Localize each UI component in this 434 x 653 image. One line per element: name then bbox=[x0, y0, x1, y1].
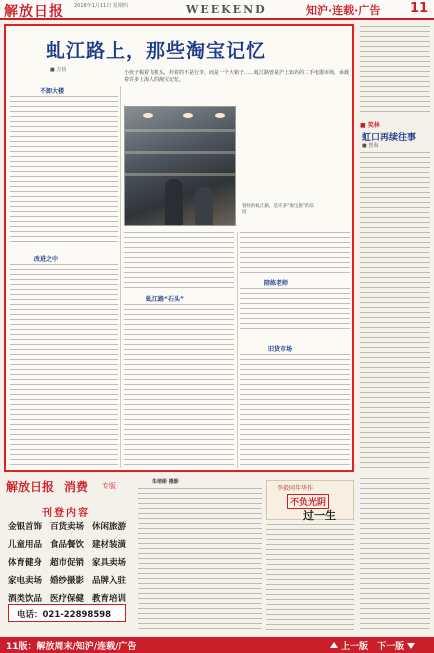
ad-logo: 解放日报 bbox=[6, 480, 55, 494]
ad-category: 百货卖场 bbox=[49, 522, 84, 532]
weekend-label: WEEKEND bbox=[186, 3, 267, 16]
article-byline: ■ 方钧 bbox=[50, 67, 67, 73]
ad-category: 建材装潢 bbox=[91, 540, 126, 550]
lower-article-text-3 bbox=[360, 478, 430, 632]
article-column-2a bbox=[124, 232, 234, 290]
subhead-4: 陪练老师 bbox=[264, 280, 289, 287]
article-column-2b bbox=[124, 304, 234, 466]
ad-category-grid bbox=[8, 520, 126, 610]
next-page-link[interactable]: 下一版 bbox=[377, 642, 415, 652]
article-highlight-frame[interactable] bbox=[4, 24, 354, 472]
feature-banner[interactable] bbox=[266, 480, 354, 520]
article-column-3c bbox=[240, 354, 350, 466]
sidebar-body-text bbox=[360, 152, 430, 472]
article-column-1a bbox=[10, 96, 118, 246]
ad-category: 婚纱摄影 bbox=[49, 576, 84, 586]
ad-category: 家电卖场 bbox=[8, 576, 43, 586]
ad-row bbox=[8, 556, 126, 568]
ad-category: 品牌入驻 bbox=[91, 576, 126, 586]
lower-article-text-1 bbox=[138, 488, 262, 632]
ad-logo-suffix: 消费 bbox=[64, 480, 89, 494]
photo-caption: 曾经的虬江路，是许多“淘宝族”的乐园 bbox=[242, 204, 315, 215]
banner-top-text: 李毅同年华作 bbox=[277, 485, 314, 492]
subhead-1: 不卸大楼 bbox=[40, 88, 65, 95]
masthead bbox=[0, 0, 434, 20]
section-title: 知沪·连载·广告 bbox=[306, 4, 381, 17]
ad-title: 刊登内容 bbox=[42, 508, 90, 519]
subhead-2: 虬江路“石头” bbox=[146, 296, 184, 303]
page-label: 11版：解放周末/知沪/连载/广告 bbox=[6, 642, 137, 652]
footer-bar bbox=[0, 637, 434, 653]
page-number: 11 bbox=[410, 1, 429, 16]
ad-category: 酒类饮品 bbox=[8, 594, 43, 604]
ad-row bbox=[8, 520, 126, 532]
arrow-up-icon bbox=[330, 642, 338, 648]
sidebar-top-text bbox=[360, 26, 430, 116]
subhead-3: 改进之中 bbox=[34, 256, 59, 263]
ad-category: 金银首饰 bbox=[8, 522, 43, 532]
article-photo[interactable] bbox=[124, 106, 236, 226]
article-column-3b bbox=[240, 288, 350, 332]
article-lead: 小伙子梳着飞机头，拎着的不是行李，而是一个大箱子……虬江路曾是沪上知名的二手电器市场，承载着许多上海人的淘宝记忆。 bbox=[124, 70, 350, 83]
issue-date: 2018年1月11日 星期四 bbox=[74, 3, 128, 9]
banner-bottom-text: 过一生 bbox=[303, 509, 336, 522]
arrow-down-icon bbox=[407, 643, 415, 649]
column-divider bbox=[237, 232, 238, 468]
article-column-1b bbox=[10, 264, 118, 466]
ad-category: 教育培训 bbox=[91, 594, 126, 604]
ad-category: 食品餐饮 bbox=[49, 540, 84, 550]
sidebar-author: ■ 曾海 bbox=[362, 143, 379, 149]
ad-category: 家具卖场 bbox=[91, 558, 126, 568]
ad-phone: 电话：021-22898598 bbox=[8, 604, 126, 622]
lower-article-tag: 朱培彬 摄影 bbox=[152, 479, 179, 485]
lower-section bbox=[4, 478, 430, 634]
sidebar-tag: ■ 笑林 bbox=[360, 122, 380, 129]
newspaper-logo: 解放日报 bbox=[4, 4, 64, 20]
article-column-3a bbox=[240, 232, 350, 276]
ad-row bbox=[8, 538, 126, 550]
ad-category: 医疗保健 bbox=[49, 594, 84, 604]
column-divider bbox=[120, 86, 121, 468]
ad-category: 超市促销 bbox=[49, 558, 84, 568]
ad-row bbox=[8, 592, 126, 604]
page-nav bbox=[330, 639, 415, 652]
article-headline[interactable]: 虬江路上，那些淘宝记忆 bbox=[46, 40, 267, 62]
banner-middle-text: 不负光阴 bbox=[287, 494, 329, 509]
lower-article-text-2 bbox=[266, 524, 354, 632]
ad-category: 体育健身 bbox=[8, 558, 43, 568]
ad-logo-tag: 专版 bbox=[102, 482, 116, 490]
ad-category: 休闲旅游 bbox=[91, 522, 126, 532]
subhead-5: 旧货市场 bbox=[268, 346, 293, 353]
ad-category: 儿童用品 bbox=[8, 540, 43, 550]
prev-page-link[interactable]: 上一版 bbox=[330, 642, 368, 652]
sidebar-title[interactable]: 虹口再续往事 bbox=[362, 133, 417, 143]
ad-row bbox=[8, 574, 126, 586]
